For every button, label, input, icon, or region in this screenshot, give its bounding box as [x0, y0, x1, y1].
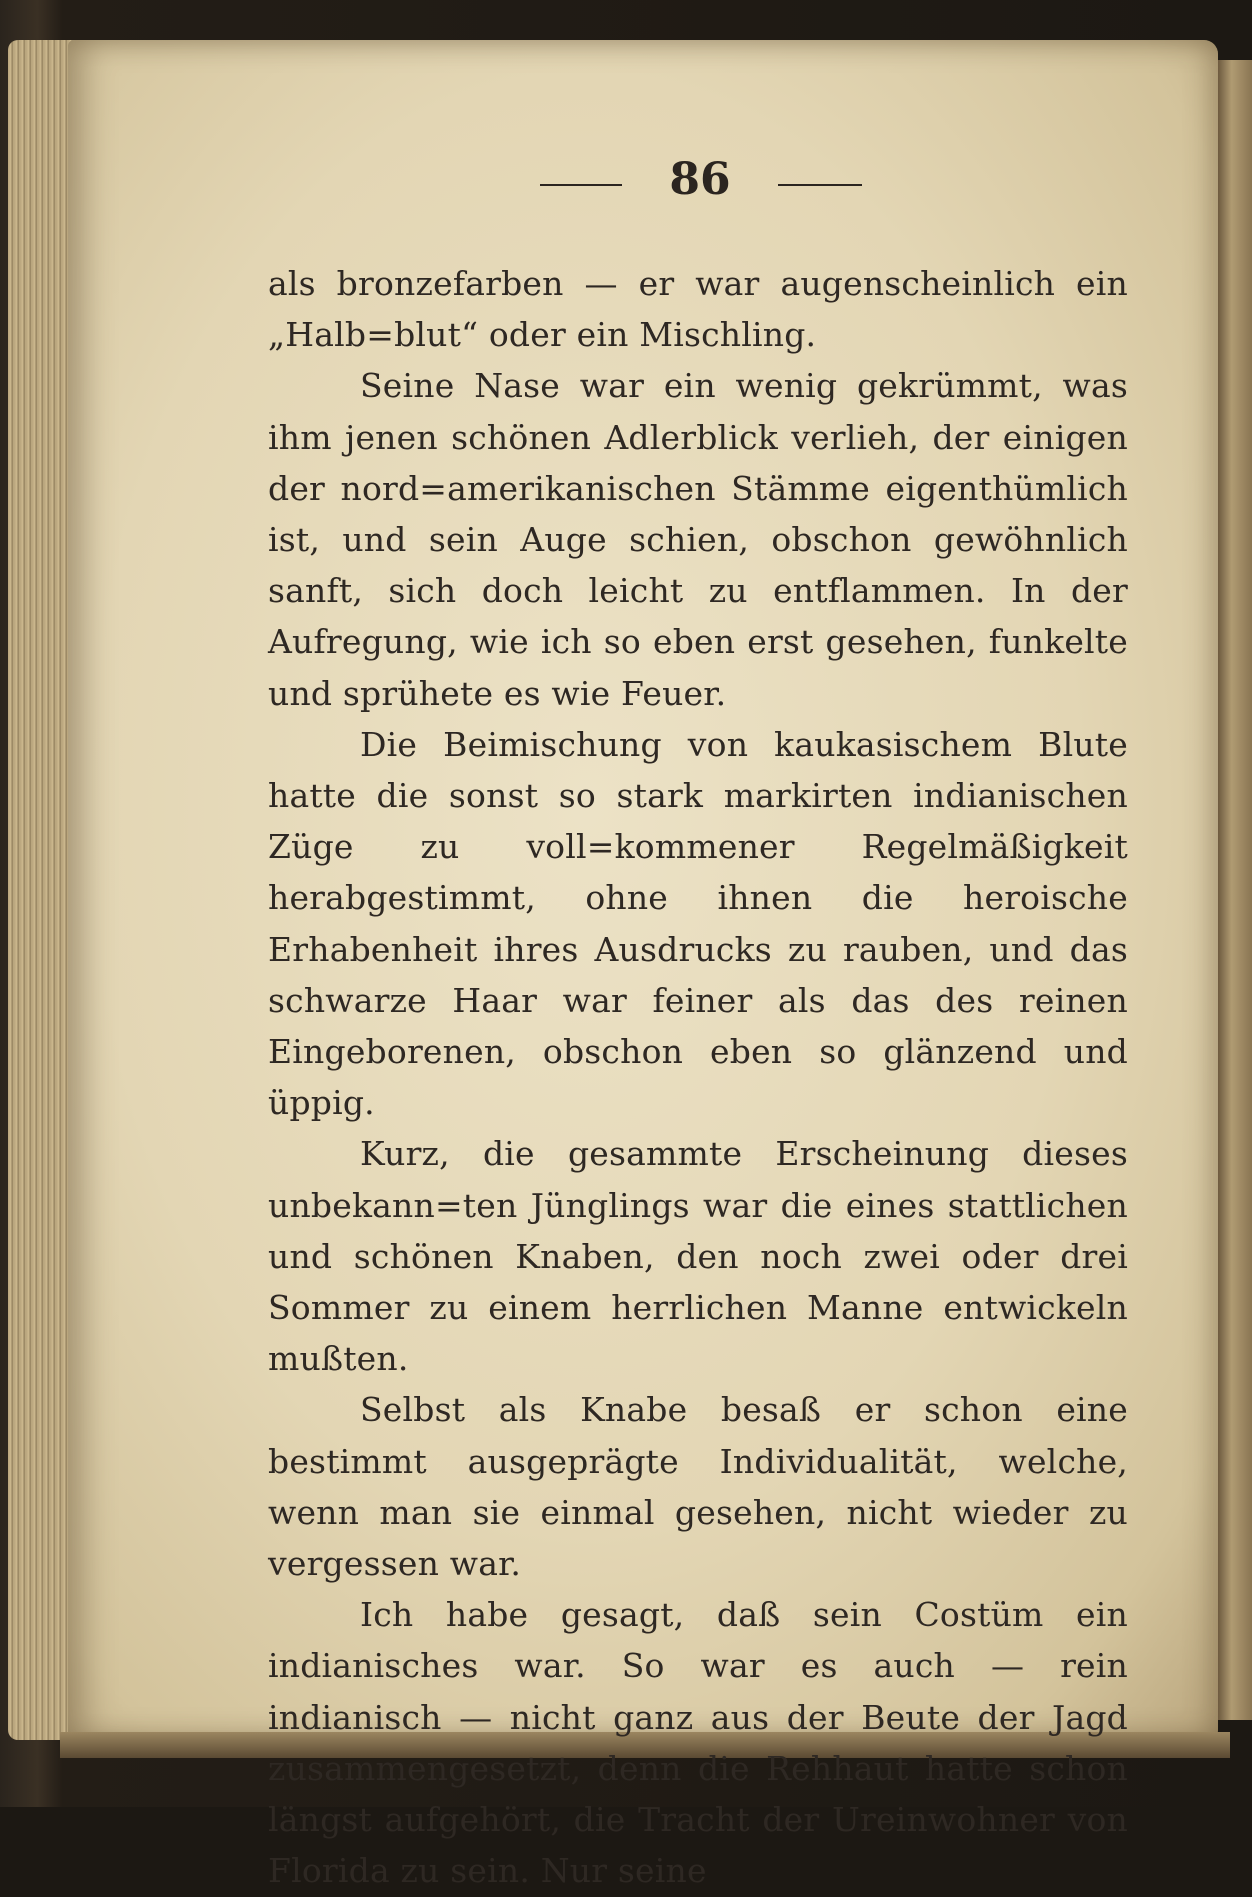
paragraph: Ich habe gesagt, daß sein Costüm ein indianisches war. So war es auch — rein indianisch — nicht ganz aus der Beute der Jagd zusammengesetzt, denn die Rehhaut hatte schon längst aufgehört, die Tracht der Ureinwohner von Florida zu sein. Nur seine: [268, 1595, 1128, 1891]
paragraph: Die Beimischung von kaukasischem Blute hatte die sonst so stark markirten indianischen Züge zu voll=kommener Regelmäßigkeit herabgestimmt, ohne ihnen die heroische Erhabenheit ihres Ausdrucks zu rauben, und das schwarze Haar war feiner als das des reinen Eingeborenen, obschon eben so glänzend und üppig.: [268, 724, 1128, 1123]
header-rule-right: [778, 184, 862, 186]
page-number: 86: [669, 154, 731, 205]
paragraph: Selbst als Knabe besaß er schon eine bestimmt ausgeprägte Individualität, welche, wenn man sie einmal gesehen, nicht wieder zu vergessen war.: [268, 1390, 1128, 1584]
paragraph: Kurz, die gesammte Erscheinung dieses unbekann=ten Jünglings war die eines stattlichen und schönen Knaben, den noch zwei oder drei Sommer zu einem herrlichen Manne entwickeln mußten.: [268, 1134, 1128, 1379]
paragraph: als bronzefarben — er war augenscheinlich ein „Halb=blut“ oder ein Mischling.: [268, 264, 1128, 355]
facing-page-edge: [1218, 60, 1252, 1720]
paragraph: Seine Nase war ein wenig gekrümmt, was ihm jenen schönen Adlerblick verlieh, der einigen der nord=amerikanischen Stämme eigenthümlich ist, und sein Auge schien, obschon gewöhnlich sanft, sich doch leicht zu entflammen. In der Aufregung, wie ich so eben erst gesehen, funkelte und sprühete es wie Feuer.: [268, 366, 1128, 713]
page-header: [0, 150, 1252, 210]
header-rule-left: [540, 184, 622, 186]
body-text: [268, 258, 1128, 1897]
